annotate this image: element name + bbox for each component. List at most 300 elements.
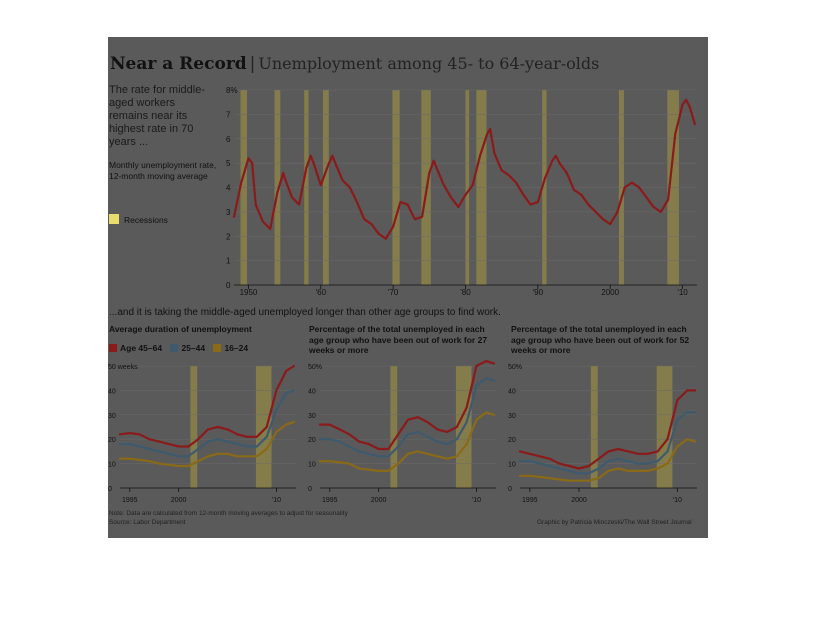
data-point: [657, 468, 659, 470]
data-point: [446, 458, 448, 460]
y-tick-label: 6: [226, 134, 231, 144]
data-point: [331, 155, 333, 157]
x-tick-label: 2000: [571, 497, 587, 504]
data-point: [168, 443, 170, 445]
panel-title-duration: Average duration of unemployment: [109, 324, 252, 334]
data-point: [217, 453, 219, 455]
y-tick-label: 0: [508, 486, 512, 493]
data-point: [266, 426, 268, 428]
data-point: [588, 472, 590, 474]
data-point: [617, 458, 619, 460]
data-point: [472, 184, 474, 186]
data-point: [568, 465, 570, 467]
title-subtitle: Unemployment among 45- to 64-year-olds: [258, 54, 600, 73]
data-point: [689, 106, 691, 108]
data-point: [178, 446, 180, 448]
data-point: [493, 380, 495, 382]
x-tick-label: 2000: [170, 497, 187, 504]
y-tick-label: 3: [226, 207, 231, 217]
data-point: [624, 187, 626, 189]
data-point: [682, 104, 684, 106]
data-point: [342, 179, 344, 181]
x-tick-label: 2000: [601, 288, 620, 297]
data-point: [178, 455, 180, 457]
data-point: [397, 433, 399, 435]
data-point: [227, 429, 229, 431]
data-point: [529, 475, 531, 477]
data-point: [266, 448, 268, 450]
data-point: [450, 196, 452, 198]
data-point: [256, 455, 258, 457]
data-point: [494, 152, 496, 154]
x-tick-label: '60: [315, 288, 327, 297]
data-point: [573, 189, 575, 191]
data-point: [660, 211, 662, 213]
data-point: [427, 453, 429, 455]
data-point: [178, 465, 180, 467]
data-point: [276, 390, 278, 392]
data-point: [558, 463, 560, 465]
data-point: [139, 433, 141, 435]
data-point: [158, 451, 160, 453]
data-point: [378, 233, 380, 235]
data-point: [558, 468, 560, 470]
data-point: [129, 443, 131, 445]
data-point: [158, 463, 160, 465]
data-point: [329, 438, 331, 440]
y-tick-label: 5: [226, 159, 231, 169]
data-point: [549, 458, 551, 460]
data-point: [368, 443, 370, 445]
footnote-note: Note: Data are calculated from 12-month moving averages to adjust for seasonality: [109, 510, 348, 517]
data-point: [388, 470, 390, 472]
data-point: [188, 446, 190, 448]
y-tick-label: 0: [108, 486, 112, 493]
y-tick-label: 0: [226, 281, 231, 290]
data-point: [578, 480, 580, 482]
x-tick-label: '80: [460, 288, 471, 297]
data-point: [285, 392, 287, 394]
data-point: [319, 460, 321, 462]
data-point: [433, 160, 435, 162]
data-point: [319, 438, 321, 440]
data-point: [485, 360, 487, 362]
data-point: [255, 204, 257, 206]
data-point: [627, 470, 629, 472]
data-point: [246, 446, 248, 448]
legend-label-45-64: Age 45–64: [120, 343, 163, 353]
x-tick-label: '90: [532, 288, 544, 297]
data-point: [522, 194, 524, 196]
data-point: [667, 451, 669, 453]
data-point: [466, 421, 468, 423]
data-point: [647, 453, 649, 455]
data-point: [197, 460, 199, 462]
data-point: [598, 477, 600, 479]
data-point: [329, 424, 331, 426]
data-point: [282, 172, 284, 174]
data-point: [339, 441, 341, 443]
data-point: [217, 438, 219, 440]
data-point: [631, 182, 633, 184]
data-point: [608, 470, 610, 472]
y-tick-label: 10: [108, 461, 116, 469]
data-point: [407, 204, 409, 206]
data-point: [647, 470, 649, 472]
data-point: [293, 421, 295, 423]
y-tick-label: 40: [108, 388, 116, 396]
y-tick-label: 4: [226, 183, 231, 193]
data-point: [119, 443, 121, 445]
data-point: [515, 182, 517, 184]
data-point: [485, 411, 487, 413]
graphic-credit: Graphic by Patricia Minczeski/The Wall Street Journal: [537, 519, 692, 526]
y-tick-label: 8%: [226, 86, 238, 95]
data-point: [667, 438, 669, 440]
data-point: [694, 441, 696, 443]
data-point: [256, 436, 258, 438]
data-point: [378, 455, 380, 457]
data-point: [537, 201, 539, 203]
data-point: [588, 204, 590, 206]
data-point: [236, 455, 238, 457]
data-point: [457, 206, 459, 208]
data-point: [329, 460, 331, 462]
data-point: [489, 128, 491, 130]
lead-text: The rate for middle-aged workers remains near its highest rate in 70 years ...: [109, 84, 205, 148]
data-point: [348, 463, 350, 465]
data-point: [363, 218, 365, 220]
data-point: [645, 196, 647, 198]
data-point: [436, 167, 438, 169]
data-point: [580, 194, 582, 196]
data-point: [421, 216, 423, 218]
data-point: [637, 463, 639, 465]
data-point: [197, 438, 199, 440]
data-point: [588, 480, 590, 482]
y-tick-label: 0: [308, 486, 312, 493]
x-tick-label: 1995: [121, 497, 138, 504]
sub-headline: ...and it is taking the middle-aged unemployed longer than other age groups to find work.: [109, 307, 501, 318]
data-point: [558, 479, 560, 481]
data-point: [595, 211, 597, 213]
data-point: [694, 411, 696, 413]
data-point: [188, 455, 190, 457]
data-point: [277, 191, 279, 193]
y-tick-label: 2: [226, 232, 231, 242]
data-point: [399, 201, 401, 203]
data-point: [456, 438, 458, 440]
data-point: [519, 475, 521, 477]
data-point: [657, 460, 659, 462]
data-point: [609, 223, 611, 225]
data-point: [266, 436, 268, 438]
data-point: [269, 228, 271, 230]
y-tick-label: 20: [108, 437, 116, 445]
data-point: [256, 446, 258, 448]
data-point: [638, 187, 640, 189]
data-point: [443, 184, 445, 186]
data-point: [207, 455, 209, 457]
data-point: [358, 468, 360, 470]
y-tick-label: 20: [308, 437, 316, 445]
data-point: [158, 441, 160, 443]
data-point: [466, 407, 468, 409]
data-point: [319, 424, 321, 426]
data-point: [139, 446, 141, 448]
data-point: [284, 177, 286, 179]
data-point: [456, 426, 458, 428]
data-point: [368, 453, 370, 455]
data-point: [240, 182, 242, 184]
data-point: [667, 463, 669, 465]
data-point: [686, 390, 688, 392]
legend-label-16-24: 16–24: [224, 343, 249, 353]
data-point: [349, 187, 351, 189]
data-point: [485, 377, 487, 379]
data-point: [129, 458, 131, 460]
data-point: [588, 465, 590, 467]
data-point: [568, 480, 570, 482]
data-point: [397, 463, 399, 465]
data-point: [358, 451, 360, 453]
data-point: [428, 172, 430, 174]
data-point: [427, 421, 429, 423]
data-point: [388, 448, 390, 450]
data-point: [486, 133, 488, 135]
footnote-source: Source: Labor Department: [109, 518, 186, 526]
data-point: [356, 201, 358, 203]
data-point: [686, 411, 688, 413]
data-point: [436, 455, 438, 457]
data-point: [310, 155, 312, 157]
data-point: [305, 167, 307, 169]
data-point: [217, 426, 219, 428]
data-point: [378, 470, 380, 472]
data-point: [148, 460, 150, 462]
x-tick-label: 1995: [522, 497, 538, 504]
data-point: [168, 453, 170, 455]
y-tick-label: 40: [308, 388, 316, 396]
data-point: [637, 453, 639, 455]
data-point: [627, 451, 629, 453]
data-point: [378, 448, 380, 450]
data-point: [466, 443, 468, 445]
data-point: [197, 448, 199, 450]
y-tick-label: 50%: [308, 364, 323, 371]
data-point: [653, 206, 655, 208]
data-point: [236, 443, 238, 445]
data-point: [148, 438, 150, 440]
data-point: [285, 370, 287, 372]
data-point: [519, 451, 521, 453]
data-point: [637, 470, 639, 472]
panel-title-27-weeks: Percentage of the total unemployed in each age group who have been out of work for 27 weeks or more: [309, 324, 488, 355]
data-point: [676, 446, 678, 448]
data-point: [578, 472, 580, 474]
data-point: [129, 432, 131, 434]
x-tick-label: '10: [471, 497, 482, 504]
data-point: [246, 455, 248, 457]
data-point: [549, 465, 551, 467]
data-point: [148, 448, 150, 450]
data-point: [657, 451, 659, 453]
data-point: [348, 446, 350, 448]
data-point: [617, 468, 619, 470]
data-point: [479, 155, 481, 157]
data-point: [168, 464, 170, 466]
data-point: [602, 218, 604, 220]
data-point: [236, 433, 238, 435]
data-point: [227, 441, 229, 443]
y-tick-label: 7: [226, 110, 231, 120]
data-point: [530, 204, 532, 206]
y-tick-label: 50 weeks: [108, 364, 138, 371]
data-point: [529, 460, 531, 462]
data-point: [617, 211, 619, 213]
data-point: [676, 419, 678, 421]
data-point: [544, 177, 546, 179]
data-point: [251, 162, 253, 164]
y-tick-label: 10: [508, 461, 516, 469]
data-point: [246, 436, 248, 438]
data-point: [674, 133, 676, 135]
data-point: [493, 414, 495, 416]
data-point: [694, 390, 696, 392]
data-point: [407, 433, 409, 435]
data-point: [493, 363, 495, 365]
data-point: [334, 162, 336, 164]
data-point: [476, 365, 478, 367]
data-point: [694, 123, 696, 125]
data-point: [368, 469, 370, 471]
data-point: [320, 184, 322, 186]
data-point: [285, 424, 287, 426]
data-point: [327, 165, 329, 167]
data-point: [313, 162, 315, 164]
data-point: [568, 470, 570, 472]
data-point: [262, 221, 264, 223]
x-tick-label: 1995: [321, 497, 338, 504]
data-point: [539, 476, 541, 478]
x-tick-label: '10: [271, 497, 282, 504]
data-point: [456, 455, 458, 457]
data-point: [276, 409, 278, 411]
data-point: [119, 433, 121, 435]
data-point: [667, 199, 669, 201]
data-point: [566, 172, 568, 174]
data-point: [139, 459, 141, 461]
data-point: [407, 453, 409, 455]
data-point: [293, 365, 295, 367]
data-point: [529, 453, 531, 455]
data-point: [407, 419, 409, 421]
data-point: [549, 477, 551, 479]
legend-label-25-44: 25–44: [181, 343, 206, 353]
data-point: [508, 174, 510, 176]
data-point: [685, 99, 687, 101]
data-point: [291, 196, 293, 198]
y-tick-label: 30: [108, 412, 116, 420]
data-point: [476, 419, 478, 421]
y-tick-label: 50%: [508, 364, 523, 371]
data-point: [647, 463, 649, 465]
data-point: [501, 170, 503, 172]
data-point: [392, 226, 394, 228]
data-point: [276, 431, 278, 433]
data-point: [551, 160, 553, 162]
data-point: [227, 453, 229, 455]
data-point: [207, 441, 209, 443]
data-point: [608, 460, 610, 462]
data-point: [519, 460, 521, 462]
data-point: [555, 155, 557, 157]
data-point: [436, 441, 438, 443]
data-point: [298, 204, 300, 206]
main-chart-note: Monthly unemployment rate, 12-month moving average: [109, 160, 217, 181]
data-point: [676, 399, 678, 401]
x-tick-label: '70: [387, 288, 399, 297]
data-point: [293, 390, 295, 392]
data-point: [539, 455, 541, 457]
data-point: [248, 157, 250, 159]
y-tick-label: 1: [226, 256, 231, 266]
data-point: [446, 443, 448, 445]
title-separator: |: [249, 54, 256, 74]
data-point: [608, 451, 610, 453]
y-tick-label: 30: [508, 412, 516, 420]
data-point: [385, 238, 387, 240]
data-point: [559, 162, 561, 164]
data-point: [339, 429, 341, 431]
data-point: [339, 461, 341, 463]
y-tick-label: 30: [308, 412, 316, 420]
data-point: [207, 429, 209, 431]
recession-legend-label: Recessions: [124, 215, 168, 225]
data-point: [188, 465, 190, 467]
x-tick-label: 1950: [239, 288, 258, 297]
data-point: [417, 451, 419, 453]
data-point: [539, 463, 541, 465]
data-point: [414, 218, 416, 220]
y-tick-label: 20: [508, 437, 516, 445]
x-tick-label: '10: [677, 288, 688, 297]
data-point: [436, 429, 438, 431]
data-point: [465, 194, 467, 196]
data-point: [233, 216, 235, 218]
data-point: [371, 223, 373, 225]
data-point: [417, 431, 419, 433]
data-point: [119, 458, 121, 460]
data-point: [578, 468, 580, 470]
y-tick-label: 40: [508, 388, 516, 396]
data-point: [417, 416, 419, 418]
data-point: [627, 460, 629, 462]
panel-title-52-weeks: Percentage of the total unemployed in each age group who have been out of work for 52 weeks or more: [511, 324, 690, 355]
data-point: [598, 468, 600, 470]
data-point: [358, 441, 360, 443]
data-point: [617, 448, 619, 450]
title-main: Near a Record: [110, 54, 247, 74]
data-point: [348, 433, 350, 435]
series-line: [234, 100, 695, 239]
x-tick-label: '10: [672, 497, 682, 504]
y-tick-label: 10: [308, 461, 316, 469]
data-point: [388, 455, 390, 457]
recession-band: [190, 366, 197, 488]
data-point: [476, 385, 478, 387]
data-point: [427, 436, 429, 438]
